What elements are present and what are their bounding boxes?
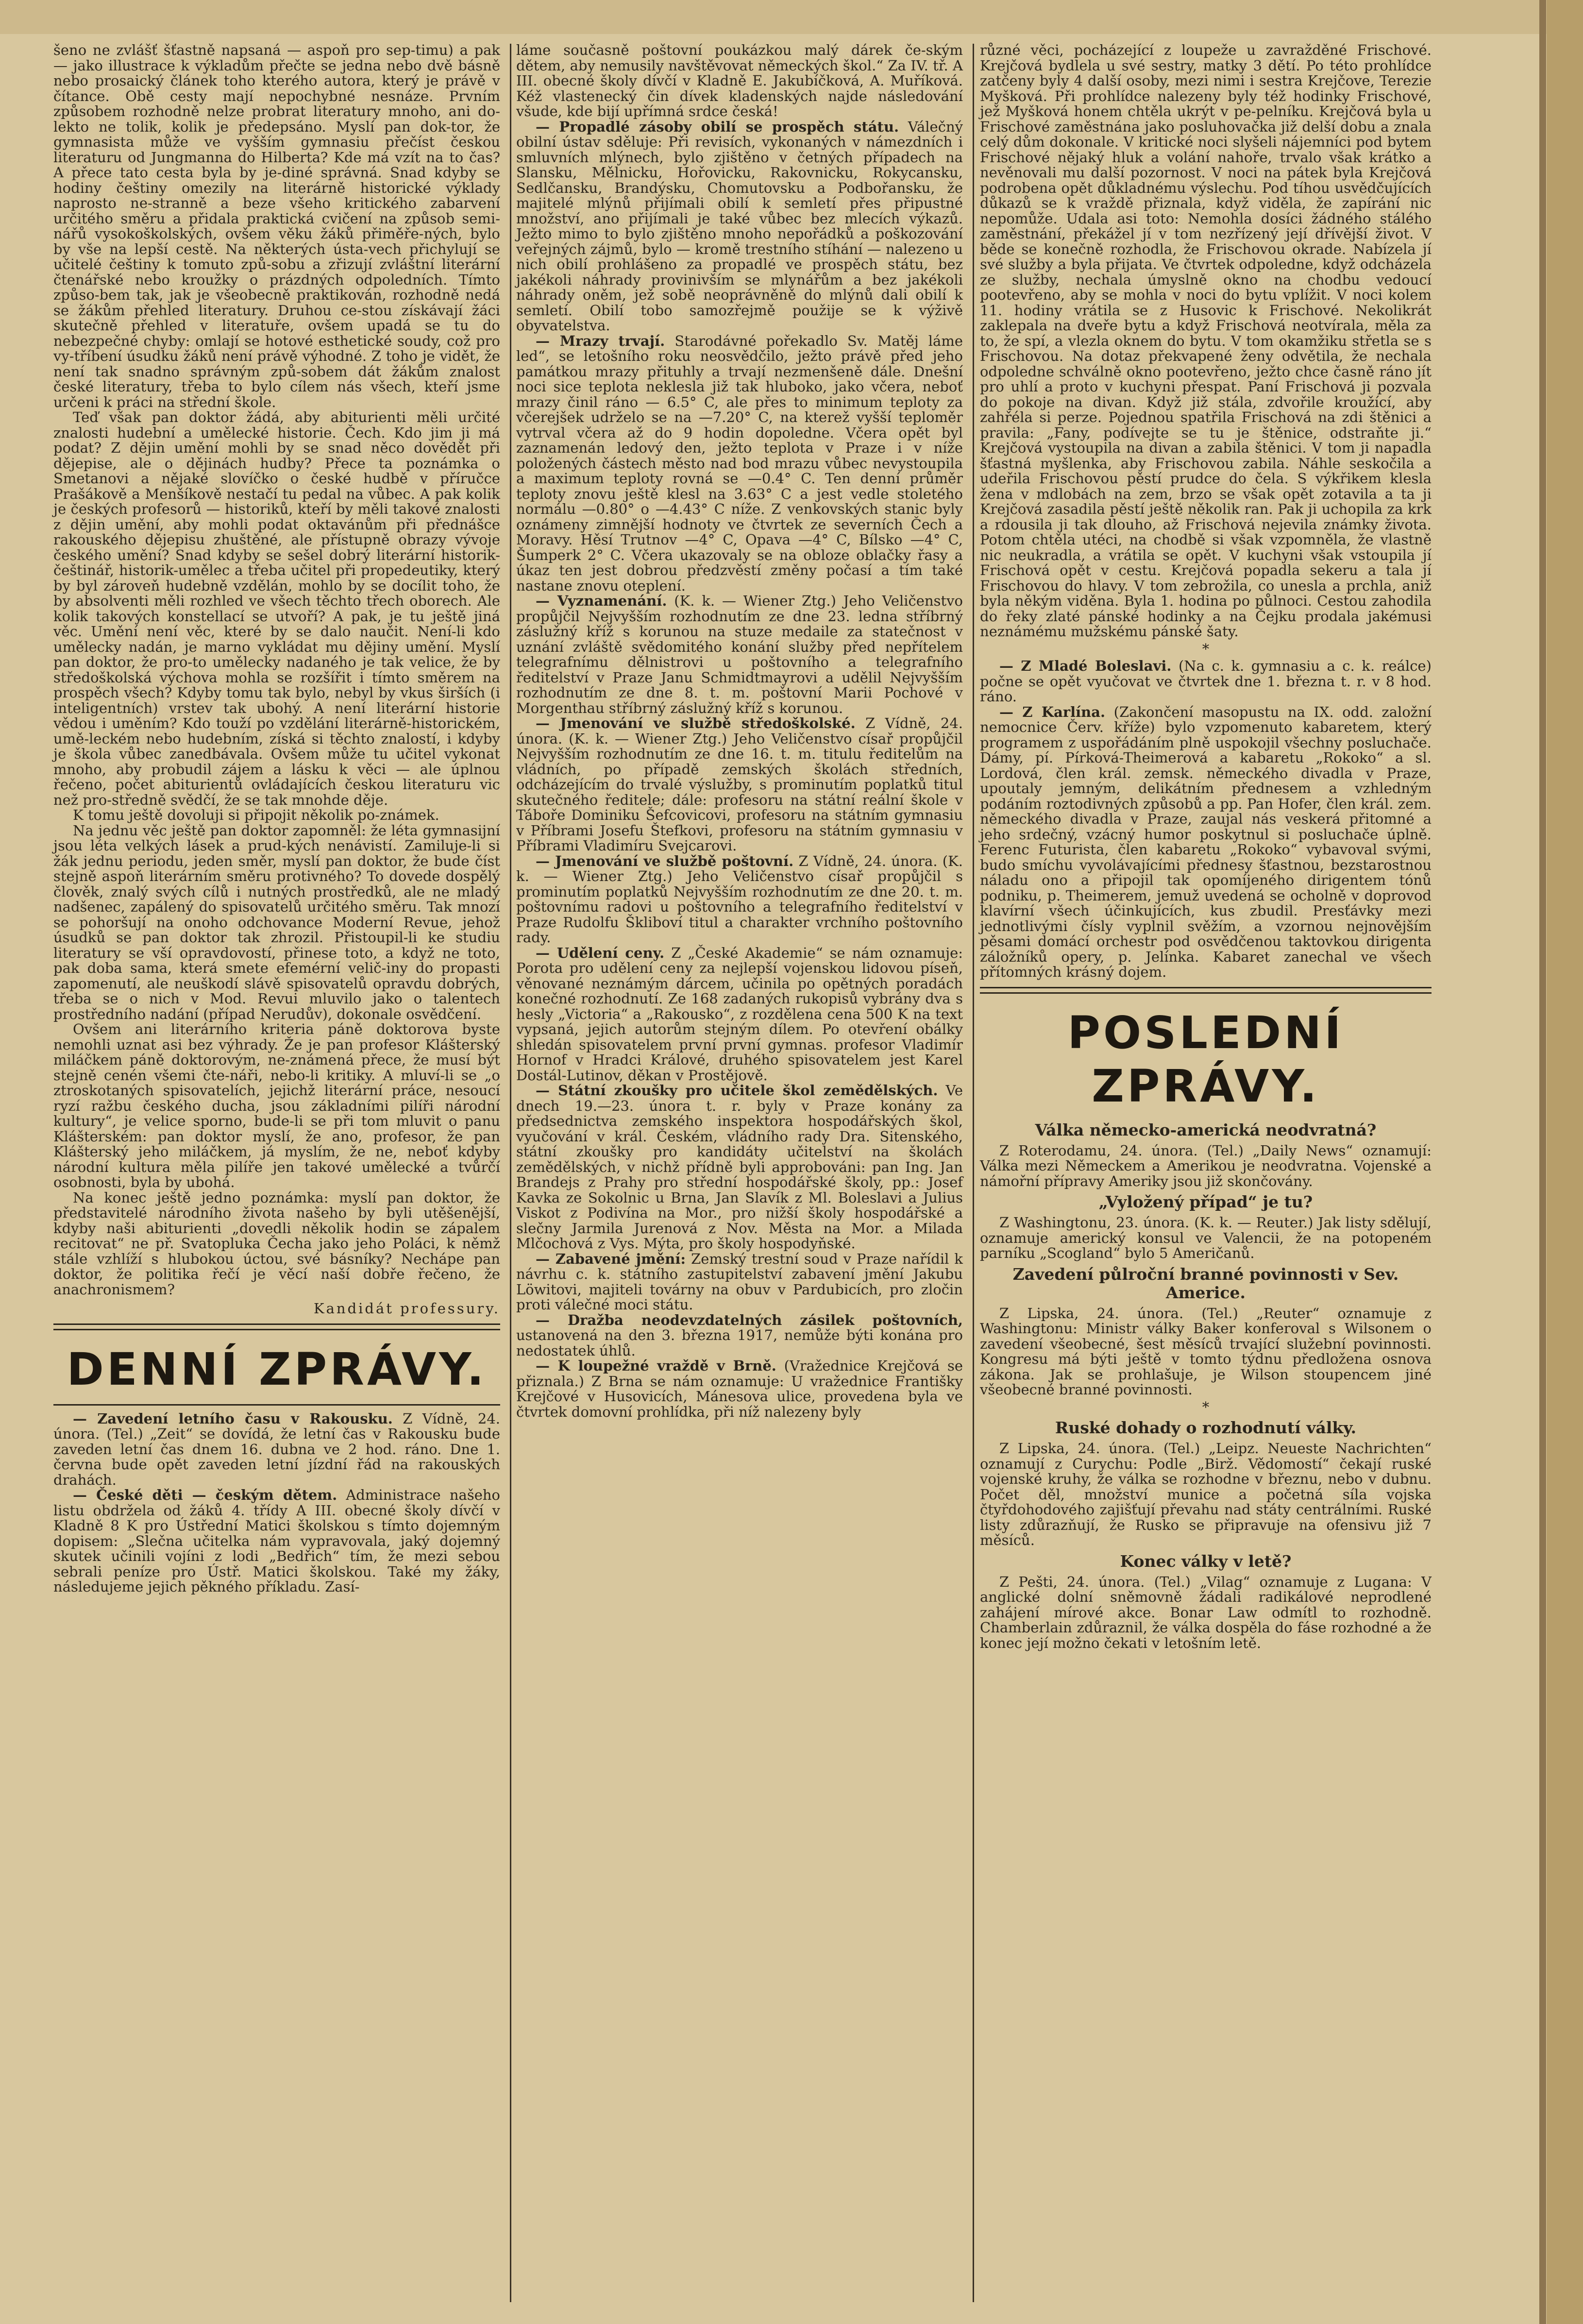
news-item-text: (Vražednice Krejčová se přiznala.) Z Brna se nám oznamuje: U vražednice Františky Krejčové v Husovicích, Mánesova ulice, provedena byla ve čtvrtek domovní prohlídka, při níž nalezeny byly (516, 1357, 963, 1420)
news-item-text: (K. k. — Wiener Ztg.) Jeho Veličenstvo propůjčil Nejvyšším rozhodnutím ze dne 23. ledna stříbrný záslužný kříž s korunou na stuze medaile za statečnost v uznání zvláště svědomitého konání služby před nepřítelem telegrafnímu dělnistrovi u poštovního a telegrafního ředitelství v Praze Janu Schmidtmayrovi a udělil Nejvyšším rozhodnutím ze dne 8. t. m. poštovní Marii Pochové v Morgenthau stříbrný záslužný kříž s korunou. (516, 593, 963, 716)
news-item-headline: — Z Mladé Boleslavi. (999, 658, 1172, 674)
news-item (516, 854, 963, 946)
news-item (516, 1358, 963, 1420)
column-1 (53, 43, 500, 1595)
section-masthead-posledni-zpravy: POSLEDNÍ ZPRÁVY. (1067, 1006, 1344, 1112)
column-rule-1 (510, 44, 511, 2302)
news-item-text: Administrace našeho listu obdržela od žáků 4. třídy A III. obecné školy dívčí v Kladně 8 K pro Ústřední Matici školskou s tímto dojemným dopisem: „Slečna učitelka nám vypravovala, jaký dojemný skutek učinili vojíni z lodi „Bedřich“ tím, že mezi sebou sebrali peníze pro Ústř. Matici školskou. Také my žáky, následujeme jejich pěkného příkladu. Zasí- (53, 1487, 500, 1595)
news-item-text: Z „České Akademie“ se nám oznamuje: Porota pro udělení ceny za nejlepší vojenskou lidovou píseň, věnované neznámým dárcem, učinila po opětných poradách konečné rozhodnutí. Ze 168 zadaných rukopisů vybrány dva s hesly „Victoria“ a „Rakousko“, z rozdělena cena 500 K na text vypsaná, jejich autorům stejným dílem. Po otevření obálky shledán spisovatelem první první gymnas. profesor Vladimír Hornof v Hradci Králové, druhého spisovatelem jest Karel Dostál-Lutinov, děkan v Prostějově. (516, 944, 963, 1084)
news-item-headline: — Vyznamenání. (536, 593, 667, 609)
article-paragraph: Na konec ještě jedno poznámka: myslí pan doktor, že představitelé národního života našeho by byli utěšenější, kdyby naši abiturienti „dovedli několik hodin se zápalem recitovat“ ne př. Svatopluka Čecha jako jeho Poláci, k němž stále vzhlíží s hlubokou úctou, své básníky? Nechápe pan doktor, že politika řečí je věcí naší dobře řečeno, že anachronismem? (53, 1189, 500, 1298)
news-item-headline: — České děti — českým dětem. (73, 1487, 337, 1503)
column-2 (516, 43, 963, 1420)
section-masthead-denni-zpravy: DENNÍ ZPRÁVY. (67, 1343, 487, 1395)
news-item (516, 119, 963, 334)
news-item-headline: — Zabavené jmění: (536, 1250, 686, 1267)
late-news-headline: Zavedení půlroční branné povinnosti v Sev. Americe. (1012, 1264, 1399, 1302)
news-item-headline: — Propadlé zásoby obilí se prospěch státu. (536, 118, 899, 135)
late-news-text: Z Lipska, 24. února. (Tel.) „Reuter“ oznamuje z Washingtonu: Ministr války Baker konferoval s Wilsonem o zavedení všeobecné, šest měsíců trvající služební povinnosti. Kongresu má býti ještě v tomto týdnu předložena osnova zákona. Jak se prohlašuje, je Wilson stoupencem jiné všeobecné branné povinnosti. (980, 1305, 1431, 1398)
section-rule (53, 1404, 500, 1406)
news-item (516, 334, 963, 594)
news-item-text: Z Vídně, 24. února. (K. k. — Wiener Ztg.) Jeho Veličenstvo císař propůjčil s prominutím poplatků Nejvyšším rozhodnutím ze dne 20. t. m. poštovnímu radovi u poštovního a telegrafního ředitelství v Praze Rudolfu Škliboví titul a charakter vrchního poštovního rady. (516, 852, 963, 946)
late-news-headline: Ruské dohady o rozhodnutí války. (1055, 1418, 1357, 1437)
news-item (516, 1313, 963, 1359)
late-news-headline: Konec války v letě? (1120, 1551, 1292, 1571)
article-paragraph: K tomu ještě dovoluji si připojit několik po-známek. (73, 807, 439, 823)
news-item-headline: — Mrazy trvají. (536, 332, 665, 349)
news-item-text: Válečný obilní ústav sděluje: Při revisích, vykonaných v námezdních i smluvních mlýnech, bylo zjištěno v četných případech na Slansku, Mělnicku, Hořovicku, Rakovnicku, Rokycansku, Sedlčansku, Brandýsku, Chomutovsku a Podbořansku, že majitelé mlýnů přijímali obilí k semletí přes připustné množství, ano přijímali je také vůbec bez mlecích výkazů. Ježto mimo to bylo zjištěno mnoho nepořádků a poškozování veřejných zájmů, bylo — kromě trestního stíhání — nalezeno u nich obilí prohlášeno za propadlé ve prospěch státu, bez jakékoli náhrady provinivším se mlynářům a bez jakékoli náhrady oněm, jež sobě neoprávněně do mlýnů dali obilí k semletí. Obilí tobo samozřejmě použije se k výživě obyvatelstva. (516, 118, 963, 334)
news-item (53, 1411, 500, 1488)
news-item-headline: — Zavedení letního času v Rakousku. (73, 1410, 393, 1427)
separator-asterisk: * (1202, 640, 1210, 657)
news-item-headline: — K loupežné vraždě v Brně. (536, 1357, 776, 1374)
section-rule (980, 987, 1431, 994)
late-news-headline: Válka německo-americká neodvratná? (1035, 1120, 1377, 1139)
article-paragraph: Na jednu věc ještě pan doktor zapomněl: že léta gymnasijní jsou léta velkých lásek a prud-kých nenávistí. Zamiluje-li si žák jednu periodu, jeden směr, myslí pan doktor, že bude číst stejně aspoň literárním směru protivného? To dovede dospělý člověk, znalý svých cílů i nutných prostředků, ale ne mladý nadšenec, zapálený do spisovatelů určitého směru. Tak mnozí se pohoršují na onoho odchovance Moderní Revue, jehož úsudků se pan doktor tak zhrozil. Přistoupil-li ke studiu literatury se vší opravdovostí, přinese toto, a když ne toto, pak doba sama, která smete efemérní velič-iny do propasti zapomenutí, ale neuškodí slávě spisovatelů opravdu dobrých, třeba se o nich v Mod. Revui mluvilo jako o talentech prostředního nadání (případ Nerudův), dokonale osvědčení. (53, 822, 500, 1022)
news-item (53, 1488, 500, 1595)
news-item-text: Z Vídně, 24. února. (Tel.) „Zeit“ se dovídá, že letní čas v Rakousku bude zaveden letní čas dnem 16. dubna ve 2 hod. ráno. Dne 1. června bude opět zaveden letní jízdní řád na rakouských drahách. (53, 1410, 500, 1488)
news-item (516, 716, 963, 854)
news-item (980, 705, 1431, 980)
separator-asterisk: * (1202, 1398, 1210, 1415)
news-item-headline: — Dražba neodevzdatelných zásilek poštovních, (536, 1311, 963, 1328)
news-item-text: láme současně poštovní poukázkou malý dárek če-ským dětem, aby nemusily navštěvovat německých škol.“ Za IV. tř. A III. obecné školy dívčí v Kladně E. Jakubíčková, A. Muříková. Kéž vlastenecký čin dívek kladenských najde následování všude, kde bijí upřímná srdce česká! (516, 42, 963, 119)
column-rule-2 (973, 44, 974, 2302)
news-item (516, 1252, 963, 1313)
news-item (980, 659, 1431, 705)
article-paragraph: šeno ne zvlášť šťastně napsaná — aspoň pro sep-timu) a pak — jako illustrace k výkladům přečte se jedna nebo dvě básně nebo prosaický článek toho kterého autora, který je právě v čítance. Obě cesty mají nepochybné nesnáze. Prvním způsobem rozhodně nelze probrat literatury mnoho, ani do-lekto ne tolik, kolik je předepsáno. Myslí pan dok-tor, že gymnasista může ve vyšším gymnasiu přečíst českou literaturu od Jungmanna do Hilberta? Kde má vzít na to čas? A přece tato cesta byla by je-diné správná. Snad kdyby se hodiny češtiny omezily na literárně historické výklady naprosto ne-stranně a beze všeho kritického zabarvení určitého směru a přidala praktická cvičení na způsob semi-nářů vysokoškolských, ovšem věku žáků přiměře-ných, bylo by vše na lepší cestě. Na některých ústa-vech přichylují se učitelé češtiny k tomuto způ-sobu a zřizují zvláštní literární čtenářské nebo kroužky o prázdných odpoledních. Tímto způso-bem tak, jak je všeobecně praktikován, rozhodně nedá se žákům přehled literatury. Druhou ce-stou získávají žáci skutečně přehled v literatuře, ovšem upadá se tu do nebezpečné chyby: omlají se hotové esthetické soudy, což pro vy-tříbení úsudku žáků není právě výhodné. Z toho je vidět, že není tak snadno správným způ-sobem dát žákům znalost české literatury, třeba to bylo cílem nás všech, kteří jsme určeni k práci na střední škole. (53, 42, 500, 410)
late-news-headline: „Vyložený případ“ je tu? (1098, 1192, 1313, 1211)
news-item-text: Zemský trestní soud v Praze nařídil k návrhu c. k. státního zastupitelství zabavení jmění Jakubu Löwitovi, majiteli továrny na obuv v Pardubicích, pro zločin proti válečné moci státu. (516, 1250, 963, 1313)
news-item (516, 594, 963, 716)
news-item-headline: — Jmenování ve službě poštovní. (536, 852, 794, 869)
news-item-headline: — Z Karlína. (999, 703, 1106, 720)
news-item-text: (Na c. k. gymnasiu a c. k. reálce) počne se opět vyučovat ve čtvrtek dne 1. března t. r. v 8 hod. ráno. (980, 658, 1432, 705)
news-item (516, 946, 963, 1084)
news-item-headline: — Udělení ceny. (536, 944, 665, 961)
late-news-text: Z Washingtonu, 23. února. (K. k. — Reuter.) Jak listy sdělují, oznamuje americký konsul ve Valencii, že na potopeném parníku „Scogland“ bylo 5 Američanů. (980, 1214, 1431, 1261)
news-item-text: Starodávné pořekadlo Sv. Matěj láme led“, se letošního roku neosvědčilo, ježto právě před jeho památkou mrazy přituhly a trvají nezmenšeně dále. Dnešní noci sice teplota neklesla již tak hluboko, jako včera, neboť mrazy činil ráno — 6.5° C, ale přes to minimum teploty za včerejšek udrželo se na —7.20° C, na kterež vyšší teploměr vytrval včera až do 9 hodin dopoledne. Včera opět byl zaznamenán ledový den, ježto teplota v Praze i v níže položených částech město nad bod mrazu vůbec nevystoupila a maximum teploty rovná se —0.4° C. Ten denní průměr teploty znovu ještě klesl na 3.63° C a jest vedle stoletého normálu —0.80° o —4.43° C níže. Z venkovských stanic byly oznámeny zimnější hodnoty ve čtvrtek ze severních Čech a Moravy. Hěsí Trutnov —4° C, Opava —4° C, Bílsko —4° C, Šumperk 2° C. Včera ukazovaly se na obloze oblačky řasy a úkaz ten jest dobrou předzvěstí změny počasí a tím také nastane znovu oteplení. (516, 332, 963, 594)
scan-top-edge (0, 0, 1583, 34)
news-item-text: ustanovená na den 3. března 1917, nemůže býti konána pro nedostatek úhlů. (516, 1327, 963, 1359)
late-news-text: Z Roterodamu, 24. února. (Tel.) „Daily News“ oznamují: Válka mezi Německem a Amerikou je neodvratna. Vojenské a námořní přípravy Ameriky jsou již skončovány. (980, 1142, 1431, 1189)
section-rule (53, 1323, 500, 1330)
article-paragraph: Ovšem ani literárního kriteria páně doktorova byste nemohli uznat asi bez výhrady. Že je pan profesor Klášterský miláčkem páně doktorovým, ne-známená přece, že musí být stejně cenén všemi čte-náři, nebo-li kritiky. A mluví-li se „o ztroskotaných spisovatelích, jejichž literární práce, nesoucí ryzí ražbu českého ducha, jsou základními pilíři národní kultury“, je velice sporno, bude-li se při tom mluvit o panu Klášterském: pan doktor myslí, že ano, profesor, že pan Klášterský jeho miláčkem, já myslím, že ne, neboť kdyby národní kultura měla pilíře jen takové umělecké a tvůrčí osobnosti, byla by ubohá. (53, 1021, 500, 1190)
news-item-headline: — Jmenování ve službě středoškolské. (536, 715, 856, 731)
news-item-text: Ve dnech 19.—23. února t. r. byly v Praze konány za předsednictva zemského inspektora hospodářských škol, vyučování v král. Českém, vládního rady Dra. Sitenského, státní zkoušky pro kandidáty učitelství na školách zemědělských, v nichž přídně byli approbováni: pan Ing. Jan Brandejs z Prahy pro střední hospodářské školy, pp.: Josef Kavka ze Sokolnic u Brna, Jan Slavík z Ml. Boleslavi a Julius Viskot z Podivína na Mor., pro nižší školy hospodářské a slečny Jarmila Jurenová z Nov. Města na Mor. a Milada Mlčochová z Vys. Mýta, pro školy hospodyňské. (516, 1082, 963, 1252)
news-item-headline: — Státní zkoušky pro učitele škol zemědělských. (536, 1082, 938, 1099)
column-3 (980, 43, 1431, 1651)
late-news-text: Z Lipska, 24. února. (Tel.) „Leipz. Neueste Nachrichten“ oznamují z Curychu: Podle „Birž. Vědomostí“ čekají ruské vojenské kruhy, že válka se rozhodne v březnu, nebo v dubnu. Počet děl, množství munice a početná síla vojska čtyřdohodového zajišťují převahu nad státy centrálními. Ruské listy zdůrazňují, že Rusko se připravuje na ofensivu již 7 měsíců. (980, 1440, 1431, 1548)
binding-shadow (1539, 0, 1546, 2324)
article-paragraph: Teď však pan doktor žádá, aby abiturienti měli určité znalosti hudební a umělecké historie. Čech. Kdo jim ji má podat? Z dějin umění mohli by se snad něco dovědět při dějepise, ale o dějinách hudby? Přece ta poznámka o Smetanovi a nějaké slovíčko o české hudbě v příručce Prašákově a Menšíkově nestačí tu pedal na vůbec. A pak kolik je českých profesorů — historiků, kteří by měli takové znalosti z dějin umění, aby mohli podat oktavánům při přednášce rakouského dějepisu zhuštěné, ale přístupně obrazy vývoje českého umění? Snad kdyby se sešel dobrý literární historik-češtinář, historik-umělec a třeba učitel při propedeutiky, který by byl zároveň hudebně vzdělán, mohlo by se docílit toho, že by absolventi měli rozhled ve všech těchto třech oborech. Ale kolik takových konstellací se utvoří? A pak, je tu ještě jiná věc. Umění není věc, které by se dalo naučit. Není-li kdo umělecky nadán, je marno vykládat mu dějiny umění. Myslí pan doktor, že pro-to umělecky nadaného je tak velice, že by středoškolská výchova mohla se rozšířit i tímto směrem na prospěch všech? Kdyby tomu tak bylo, nebyl by vkus širších (i inteligentních) vrstev tak ubohý. A není literární historie vědou i uměním? Kdo touží po vzdělání literárně-historickém, umě-leckém nebo hudebním, získá si těchto znalostí, i kdyby je škola vůbec zanedbávala. Ovšem může tu učitel vykonat mnoho, aby probudil zájem a lásku k věci — ale úplnou řečeno, počet abiturientů ovládajících českou literaturu vic než pro-středně svědčí, že se tak mnohde děje. (53, 409, 500, 808)
news-item (516, 43, 963, 119)
news-item (516, 1083, 963, 1252)
news-item-text: Z Vídně, 24. února. (K. k. — Wiener Ztg.) Jeho Veličenstvo císař propůjčil Nejvyšším rozhodnutím ze dne 16. t. m. titulu ředitelům na vládních, po případě zemských školách středních, odcházejícím do trvalé výslužby, s prominutím poplatků titul skutečného ředitele; dále: profesoru na státní reální škole v Táboře Dominiku Šefcovicovi, profesoru na státním gymnasiu v Příbrami Josefu Štefkovi, profesoru na státním gymnasiu v Příbrami Vladimíru Svejcarovi. (516, 715, 963, 854)
article-signature: Kandidát professury. (313, 1300, 500, 1317)
article-paragraph: různé věci, pocházející z loupeže u zavražděné Frischové. Krejčová bydlela u své sestry, matky 3 dětí. Po této prohlídce zatčeny byly 4 další osoby, mezi nimi i sestra Krejčove, Terezie Myšková. Při prohlídce nalezeny byly též hodinky Frischové, jež Myšková honem chtěla ukrýt v pe-pelníku. Krejčová byla u Frischové zaměstnána jako posluhovačka již delší dobu a znala celý dům dokonale. V kritické noci slyšeli nájemníci pod bytem Frischové nějaký hluk a volání nahoře, trvalo však krátko a nevěnovali mu další pozornost. V noci na pátek byla Krejčová podrobena opět důkladnému výslechu. Pod tíhou usvědčujících důkazů se k vraždě přiznala, když viděla, že zapírání nic nepomůže. Udala asi toto: Nemohla dosíci žádného stálého zaměstnání, překážel jí v tom nezřízený její dřívější život. V běde se konečně rozhodla, že Frischovou okrade. Nabízela jí své služby a byla přijata. Ve čtvrtek odpoledne, když odcházela ze služby, nechala úmyslně okno na chodbu vedoucí pootevřeno, aby se mohla v noci do bytu vplížit. V noci kolem 11. hodiny vrátila se z Husovic k Frischové. Nekolikrát zaklepala na dveře bytu a když Frischová neotvírala, měla za to, že spí, a vlezla oknem do bytu. V tom okamžiku střetla se s Frischovou. Na dotaz překvapené ženy odvětila, že nechala odpoledne schválně okno pootevřeno, ježto chce časně ráno jít pro uhlí a proto v kuchyni přespat. Paní Frischová ji pozvala do pokoje na divan. Když již stála, zdvořile kroužící, aby zahřéla si perze. Pojednou spatřila Frischová na zdi štěnici a pravila: „Fany, podívejte se tu je štěnice, odstraňte ji.“ Krejčová vystoupila na divan a zabila štěnici. V tom ji napadla šťastná myšlenka, aby Frischovou zabila. Náhle seskočila a udeřila Frischovou pěstí prudce do čela. S výkřikem klesla žena v mdlobách na zem, brzo se však opět zotavila a ta ji Krejčová zasadila pěstí ještě několik ran. Pak ji uchopila za krk a rdousila ji tak dlouho, až Frischová nejevila známky života. Potom chtěla utéci, na chodbě si však vzpomněla, že vlastně nic neukradla, a vrátila se opět. V kuchyni však vstoupila jí Frischová opět v cestu. Krejčová popadla sekeru a tala jí Frischovou do hlavy. V tom zebrožila, co unesla a prchla, aniž byla někým viděna. Byla 1. hodina po půlnoci. Cestou zahodila do řeky zlaté pánské hodinky a na Čejku prodala jakémusi neznámému mužskému pánské šaty. (980, 42, 1431, 640)
late-news-text: Z Pešti, 24. února. (Tel.) „Vilag“ oznamuje z Lugana: V anglické dolní sněmovně žádali radikálové neprodlené zahájení mírové akce. Bonar Law odmítl to rozhodně. Chamberlain zdůraznil, že válka dospěla do fáse rozhodné a že konec její možno čekati v letošním letě. (980, 1573, 1431, 1651)
news-item-text: (Zakončení masopustu na IX. odd. založní nemocnice Červ. kříže) bylo vzpomenuto kabaretem, který programem z uspořádáním plně uspokojil všechny posluchače. Dámy, pí. Pírková-Theimerová a kabaretu „Rokoko“ a sl. Lordová, člen král. zemsk. německého divadla v Praze, upoutaly jemným, delikátním přednesem a vzhledným podáním roztodivných způsobů a pp. Pan Hofer, člen král. zem. německého divadla v Praze, zaujal nás veskerá přitomné a jeho srdečný, vzácný humor poskytnul si posluchače úplně. Ferenc Futurista, člen kabaretu „Rokoko“ vybavoval svými, budo smíchu vyvolávajícími přednesy šťastnou, bezstarostnou náladu ono a připojil tak opomíjeného dirigentem tónů podniku, p. Theimerem, jemuž uvedená se ocholně v doprovod klavírní všech účinkujících, kus zbudil. Presťávky mezi jednotlivými čísly vyplnil svěžím, a vzornou nejnovějším pěsami domácí orchestr pod osvědčenou taktovkou dirigenta záložníků opery, p. Jelínka. Kabaret zanechal ve všech přítomných krásný dojem. (980, 703, 1432, 980)
page-edge-margin (1547, 0, 1583, 2324)
